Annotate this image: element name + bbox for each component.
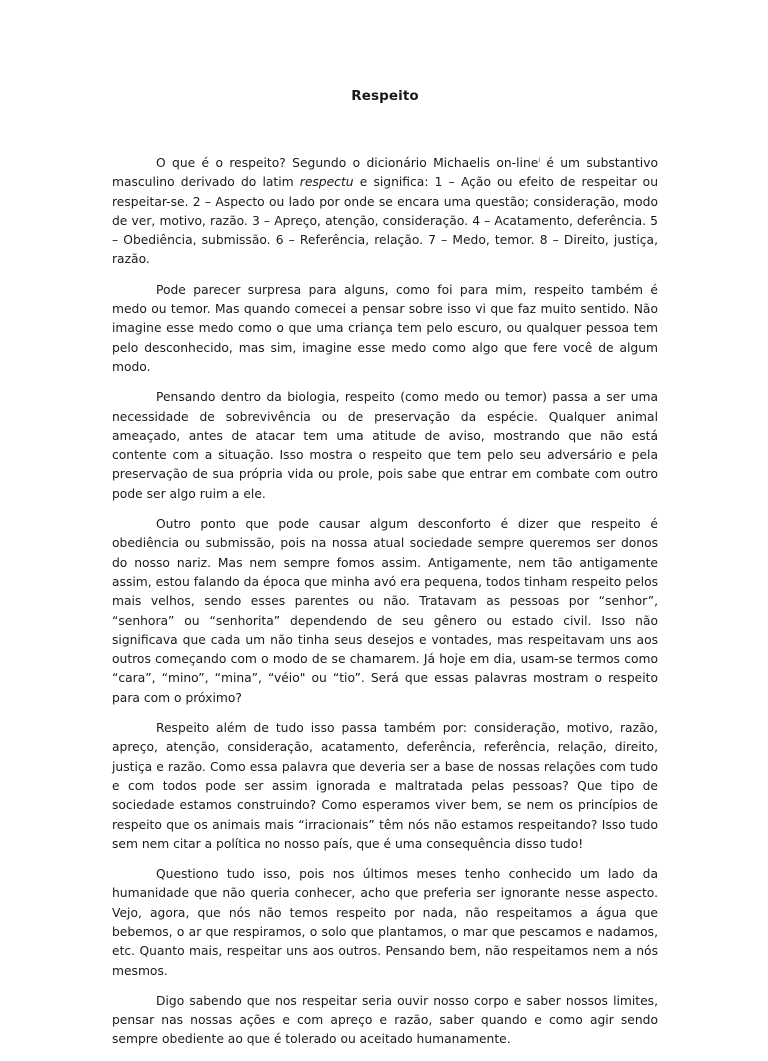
paragraph-4: Outro ponto que pode causar algum desconforto é dizer que respeito é obediência ou submissão, pois na nossa atual sociedade sempre queremos ser donos do nosso nariz. Mas nem sempre fomos assim. Antigamente, nem tão antigamente assim, estou falando da época que minha avó era pequena, todos tinham respeito pelos mais velhos, sendo esses parentes ou não. Tratavam as pessoas por “senhor”, “senhora” ou “senhorita” dependendo de seu gênero ou estado civil. Isso não significava que cada um não tinha seus desejos e vontades, mas respeitavam uns aos outros começando com o modo de se chamarem. Já hoje em dia, usam-se termos como “cara”, “mino”, “mina”, “véio" ou “tio”. Será que essas palavras mostram o respeito para com o próximo? (112, 517, 658, 705)
paragraph-7: Digo sabendo que nos respeitar seria ouvir nosso corpo e saber nossos limites, pensar nas nossas ações e com apreço e razão, saber quando e como agir sendo sempre obediente ao que é tolerado ou aceitado humanamente. (112, 993, 658, 1047)
document-page (112, 88, 658, 1061)
paragraph-1 (112, 154, 658, 270)
document-title: Respeito (351, 88, 419, 104)
paragraph-6: Questiono tudo isso, pois nos últimos meses tenho conhecido um lado da humanidade que não queria conhecer, acho que preferia ser ignorante nesse aspecto. Vejo, agora, que nós não temos respeito por nada, não respeitamos a água que bebemos, o ar que respiramos, o solo que plantamos, o mar que pescamos e nadamos, etc. Quanto mais, respeitar uns aos outros. Pensando bem, não respeitamos nem a nós mesmos. (112, 867, 658, 978)
paragraph-1-text-end: e significa: 1 – Ação ou efeito de respeitar ou respeitar-se. 2 – Aspecto ou lado por onde se encara uma questão; consideração, modo de ver, motivo, razão. 3 – Apreço, atenção, consideração. 4 – Acatamento, deferência. 5 – Obediência, submissão. 6 – Referência, relação. 7 – Medo, temor. 8 – Direito, justiça, razão. (112, 175, 658, 267)
paragraph-3: Pensando dentro da biologia, respeito (como medo ou temor) passa a ser uma necessidade de sobrevivência ou de preservação da espécie. Qualquer animal ameaçado, antes de atacar tem uma atitude de aviso, mostrando que não está contente com a situação. Isso mostra o respeito que tem pelo seu adversário e pela preservação de sua própria vida ou prole, pois sabe que entrar em combate com outro pode ser algo ruim a ele. (112, 390, 658, 501)
paragraph-2: Pode parecer surpresa para alguns, como foi para mim, respeito também é medo ou temor. Mas quando comecei a pensar sobre isso vi que faz muito sentido. Não imagine esse medo como o que uma criança tem pelo escuro, ou qualquer pessoa tem pelo desconhecido, mas sim, imagine esse medo como algo que fere você de algum modo. (112, 282, 658, 374)
footnote-marker: i (538, 156, 540, 164)
latin-term: respectu (299, 175, 354, 190)
paragraph-5: Respeito além de tudo isso passa também por: consideração, motivo, razão, apreço, atenção, consideração, acatamento, deferência, referência, relação, direito, justiça e razão. Como essa palavra que deveria ser a base de nossas relações com tudo e com todos pode ser assim ignorada e maltratada pelas pessoas? Que tipo de sociedade estamos construindo? Como esperamos viver bem, se nem os princípios de respeito que os animais mais “irracionais” têm nós não estamos respeitando? Isso tudo sem nem citar a política no nosso país, que é uma consequência disso tudo! (112, 721, 658, 851)
paragraph-1-text-cont: é um substantivo masculino derivado do latim (112, 156, 658, 190)
paragraph-1-text: O que é o respeito? Segundo o dicionário Michaelis on-line (156, 156, 539, 170)
